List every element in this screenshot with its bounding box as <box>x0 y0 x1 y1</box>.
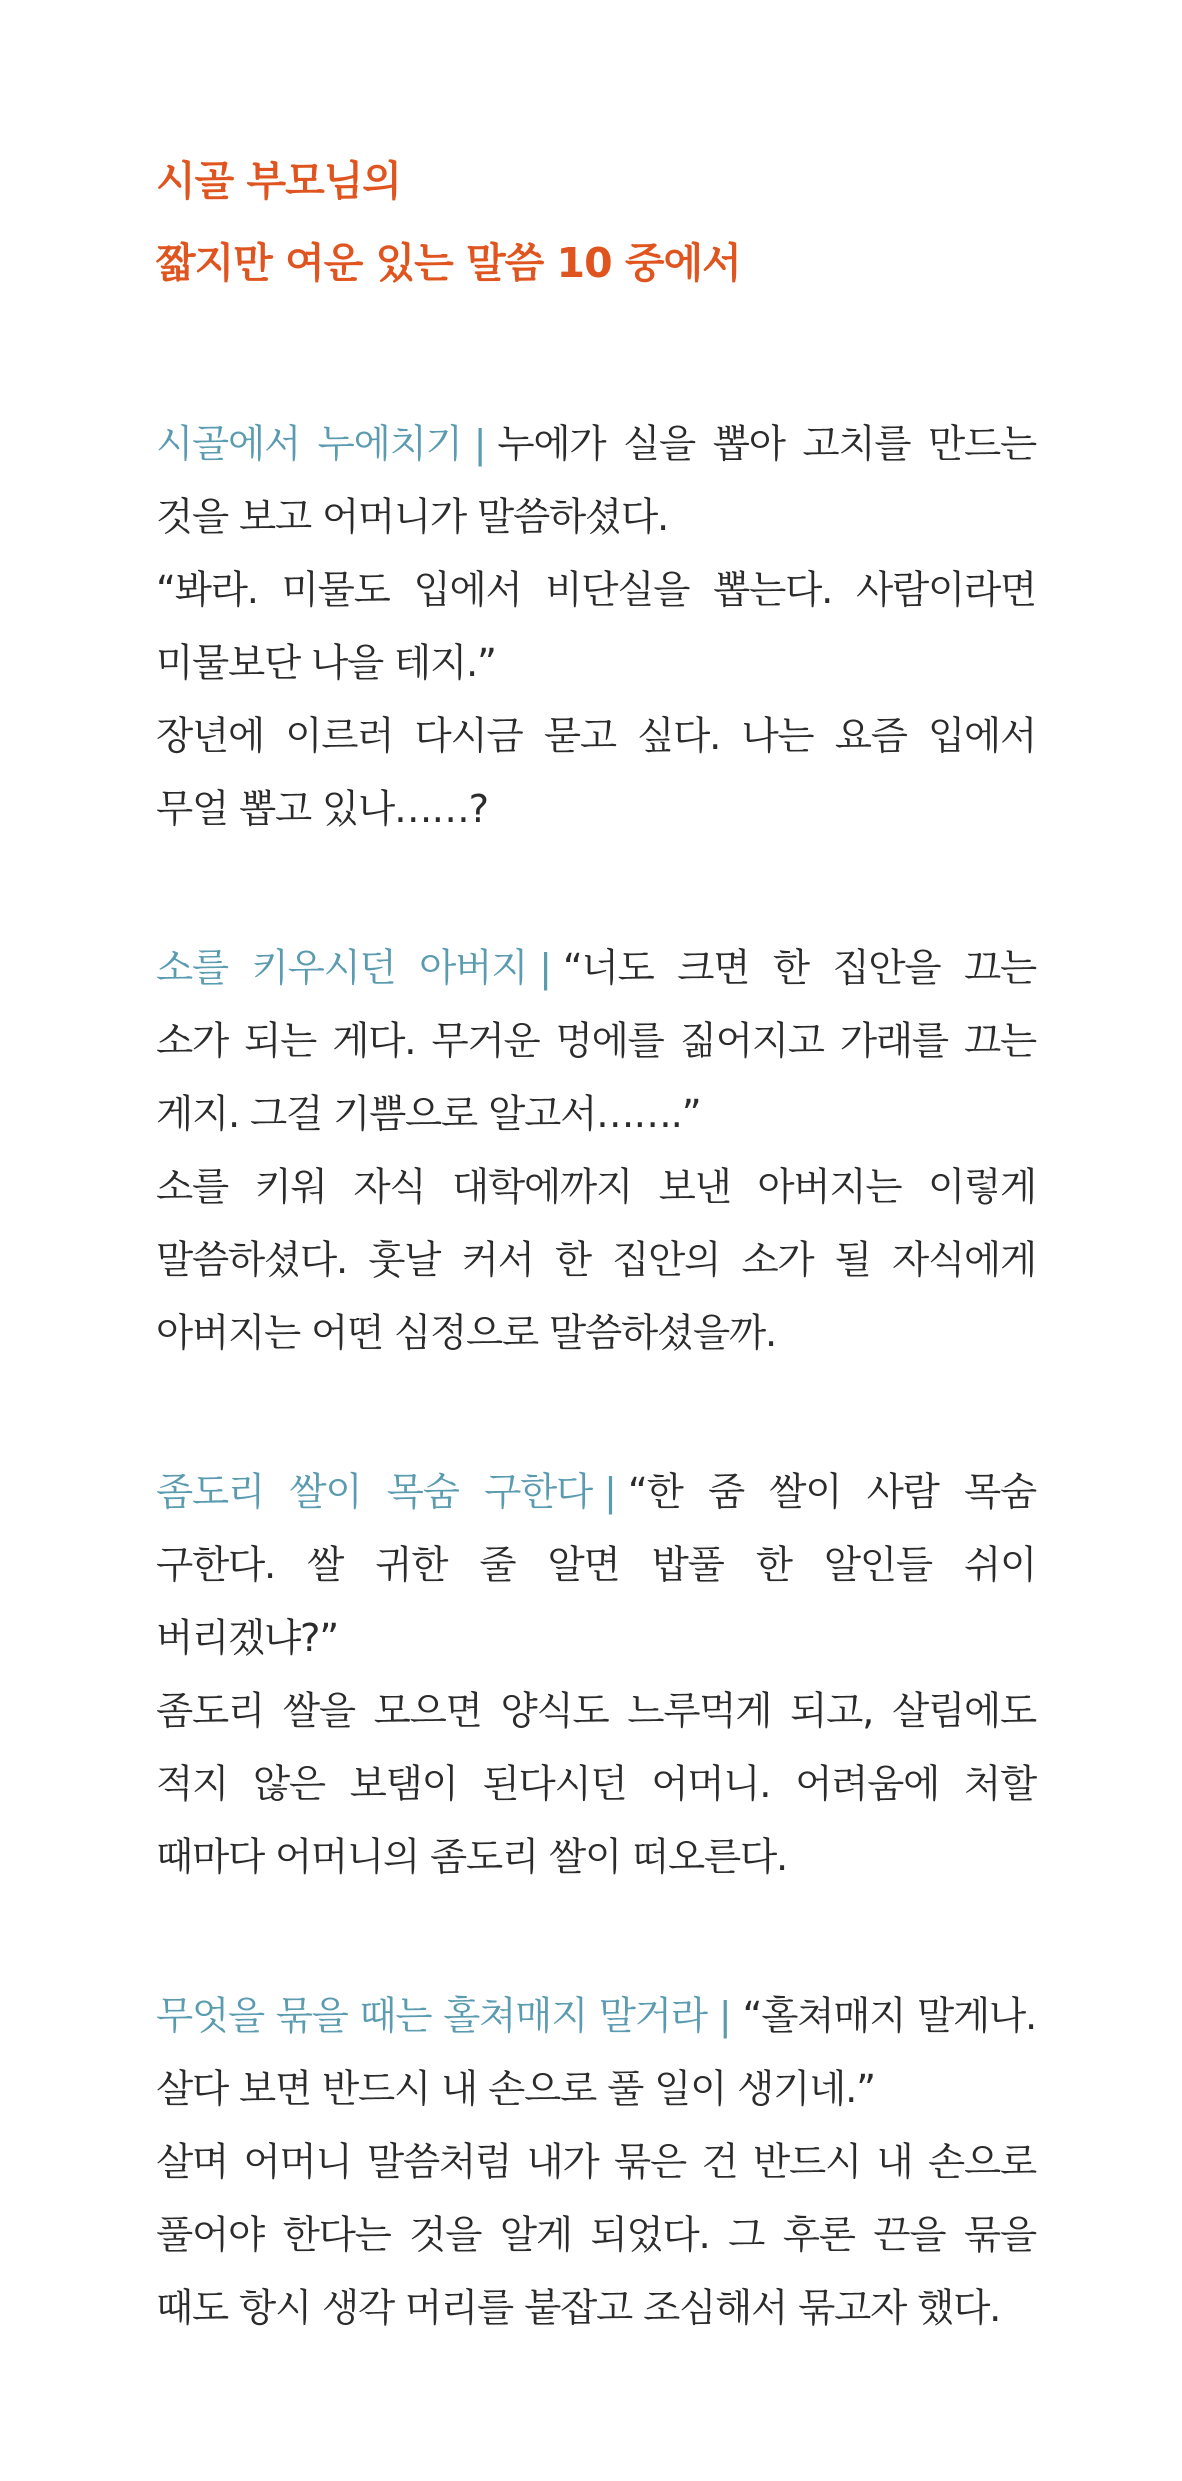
title-line-2: 짧지만 여운 있는 말씀 10 중에서 <box>156 239 741 287</box>
article <box>156 140 1036 2345</box>
title-line-1: 시골 부모님의 <box>156 157 401 205</box>
section-lead-text: “너도 크면 한 집안을 끄는 소가 되는 게다. 무거운 멍에를 짊어지고 가래를 끄는 게지. 그걸 기쁨으로 알고서…….” <box>156 946 1037 1137</box>
section-father-ox <box>156 932 1036 1370</box>
section-silkworm <box>156 408 1036 846</box>
separator-bar: | <box>604 1470 616 1515</box>
section-lead-text: 누에가 실을 뽑아 고치를 만드는 것을 보고 어머니가 말씀하셨다. <box>156 422 1036 540</box>
separator-bar: | <box>718 1994 731 2039</box>
section-lead-text: “한 줌 쌀이 사람 목숨 구한다. 쌀 귀한 줄 알면 밥풀 한 알인들 쉬이 버리겠냐?” <box>156 1470 1037 1661</box>
section-rice <box>156 1456 1036 1894</box>
section-paragraph: 살며 어머니 말씀처럼 내가 묶은 건 반드시 내 손으로 풀어야 한다는 것을 알게 되었다. 그 후론 끈을 묶을 때도 항시 생각 머리를 붙잡고 조심해서 묶고자 했다. <box>156 2140 1036 2331</box>
section-heading: 좀도리 쌀이 목숨 구한다 <box>156 1470 593 1515</box>
section-lead <box>156 1980 1036 2126</box>
separator-bar: | <box>539 946 551 991</box>
section-paragraph: “봐라. 미물도 입에서 비단실을 뽑는다. 사람이라면 미물보단 나을 테지.” <box>156 568 1036 686</box>
section-heading: 소를 키우시던 아버지 <box>156 946 528 991</box>
section-heading: 무엇을 묶을 때는 홀쳐매지 말거라 <box>156 1994 707 2039</box>
section-knot <box>156 1980 1036 2345</box>
section-lead-text: “홀쳐매지 말게나. 살다 보면 반드시 내 손으로 풀 일이 생기네.” <box>156 1994 1036 2112</box>
section-paragraph: 장년에 이르러 다시금 묻고 싶다. 나는 요즘 입에서 무얼 뽑고 있나……? <box>156 714 1036 832</box>
section-paragraph: 소를 키워 자식 대학에까지 보낸 아버지는 이렇게 말씀하셨다. 훗날 커서 한 집안의 소가 될 자식에게 아버지는 어떤 심정으로 말씀하셨을까. <box>156 1165 1036 1356</box>
separator-bar: | <box>473 422 486 467</box>
section-lead <box>156 1456 1036 1675</box>
section-lead <box>156 932 1036 1151</box>
section-paragraph: 좀도리 쌀을 모으면 양식도 느루먹게 되고, 살림에도 적지 않은 보탬이 된다시던 어머니. 어려움에 처할 때마다 어머니의 좀도리 쌀이 떠오른다. <box>156 1689 1036 1880</box>
section-lead <box>156 408 1036 554</box>
page-title <box>156 140 1036 304</box>
section-heading: 시골에서 누에치기 <box>156 422 462 467</box>
